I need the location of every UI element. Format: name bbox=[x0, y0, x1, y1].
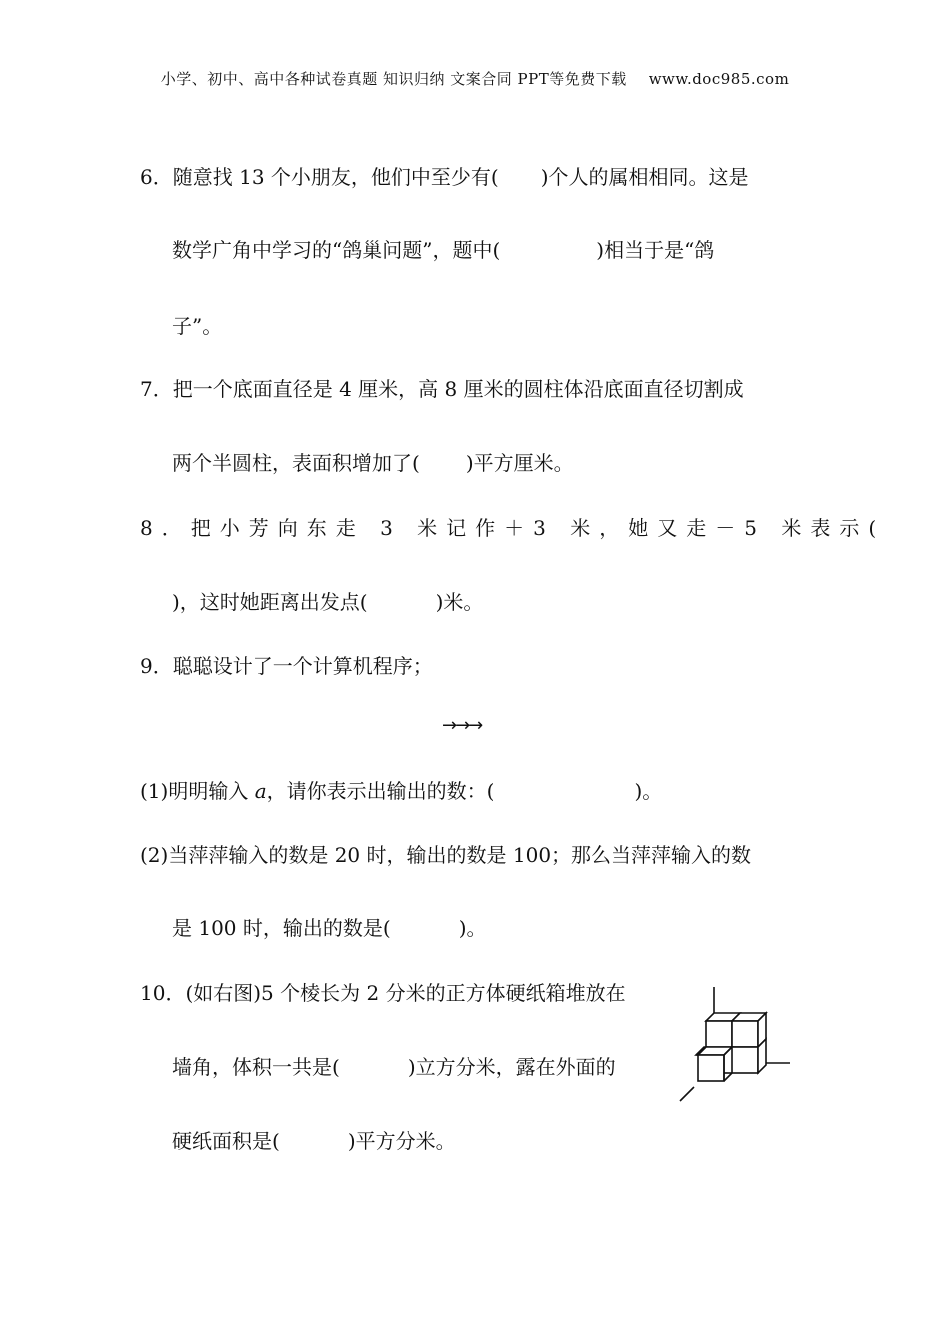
q10-line1 bbox=[140, 980, 626, 1006]
q10-line2 bbox=[172, 1054, 616, 1080]
q9-part2-line2 bbox=[172, 915, 487, 941]
q6-line3 bbox=[172, 313, 222, 339]
q10-text-2a: 墙角，体积一共是( bbox=[172, 1055, 340, 1079]
q9-text-1: 聪聪设计了一个计算机程序； bbox=[172, 654, 433, 678]
cubes-in-corner-figure bbox=[672, 985, 802, 1105]
q10-text-2b: )立方分米，露在外面的 bbox=[407, 1055, 616, 1079]
q10-number: 10． bbox=[140, 981, 186, 1005]
q9-variable: a bbox=[254, 779, 267, 803]
q6-number: 6． bbox=[140, 165, 173, 189]
q7-text-2a: 两个半圆柱，表面积增加了( bbox=[172, 451, 420, 475]
q9-part1-text-c: )。 bbox=[634, 779, 663, 803]
q10-text-3a: 硬纸面积是( bbox=[172, 1129, 280, 1153]
q9-part2-text-c: )。 bbox=[458, 916, 487, 940]
q7-number: 7． bbox=[140, 377, 173, 401]
q6-text-1b: )个人的属相相同。这是 bbox=[540, 165, 749, 189]
q10-text-3b: )平方分米。 bbox=[347, 1129, 456, 1153]
q6-line1 bbox=[140, 164, 749, 190]
q8-line1 bbox=[140, 515, 885, 541]
q10-text-1: (如右图)5 个棱长为 2 分米的正方体硬纸箱堆放在 bbox=[185, 981, 626, 1005]
q9-part2-text-b: 是 100 时，输出的数是( bbox=[172, 916, 391, 940]
q8-line2 bbox=[172, 589, 483, 615]
header-text: 小学、初中、高中各种试卷真题 知识归纳 文案合同 PPT等免费下载 bbox=[160, 70, 627, 88]
q6-line2 bbox=[172, 237, 714, 263]
q8-text-2a: )，这时她距离出发点( bbox=[172, 590, 368, 614]
q6-text-2a: 数学广角中学习的“鸽巢问题”，题中( bbox=[172, 238, 501, 262]
q9-part2-line1 bbox=[140, 842, 751, 868]
q9-part1-text-b: ，请你表示出输出的数：( bbox=[266, 779, 495, 803]
q6-text-3: 子”。 bbox=[172, 314, 223, 338]
cube-bottom-left-front bbox=[698, 1055, 724, 1081]
q8-number: 8． bbox=[140, 516, 191, 540]
q10-line3 bbox=[172, 1128, 456, 1154]
header-url: www.doc985.com bbox=[648, 70, 790, 88]
q8-text-1: 把小芳向东走 3 米记作＋3 米，她又走－5 米表示( bbox=[190, 516, 886, 540]
q9-part1-label: (1) bbox=[140, 779, 169, 803]
cube-top-left-front bbox=[706, 1021, 732, 1047]
q9-part2-label: (2) bbox=[140, 843, 169, 867]
q9-number: 9． bbox=[140, 654, 173, 678]
q7-text-1: 把一个底面直径是 4 厘米，高 8 厘米的圆柱体沿底面直径切割成 bbox=[172, 377, 744, 401]
floor-edge-diagonal bbox=[680, 1087, 694, 1101]
q7-line1 bbox=[140, 376, 744, 402]
q9-line1 bbox=[140, 653, 433, 679]
q9-part2-text-a: 当萍萍输入的数是 20 时，输出的数是 100；那么当萍萍输入的数 bbox=[168, 843, 752, 867]
program-arrows: →→→ bbox=[442, 715, 482, 736]
q6-text-1a: 随意找 13 个小朋友，他们中至少有( bbox=[172, 165, 499, 189]
page-header bbox=[0, 68, 950, 89]
q6-text-2b: )相当于是“鸽 bbox=[596, 238, 715, 262]
q9-part1-text-a: 明明输入 bbox=[168, 779, 249, 803]
q8-text-2b: )米。 bbox=[435, 590, 484, 614]
q7-line2 bbox=[172, 450, 574, 476]
q9-part1 bbox=[140, 778, 662, 804]
cube-bottom-right-front bbox=[732, 1047, 758, 1073]
cube-top-right-front bbox=[732, 1021, 758, 1047]
q7-text-2b: )平方厘米。 bbox=[465, 451, 574, 475]
